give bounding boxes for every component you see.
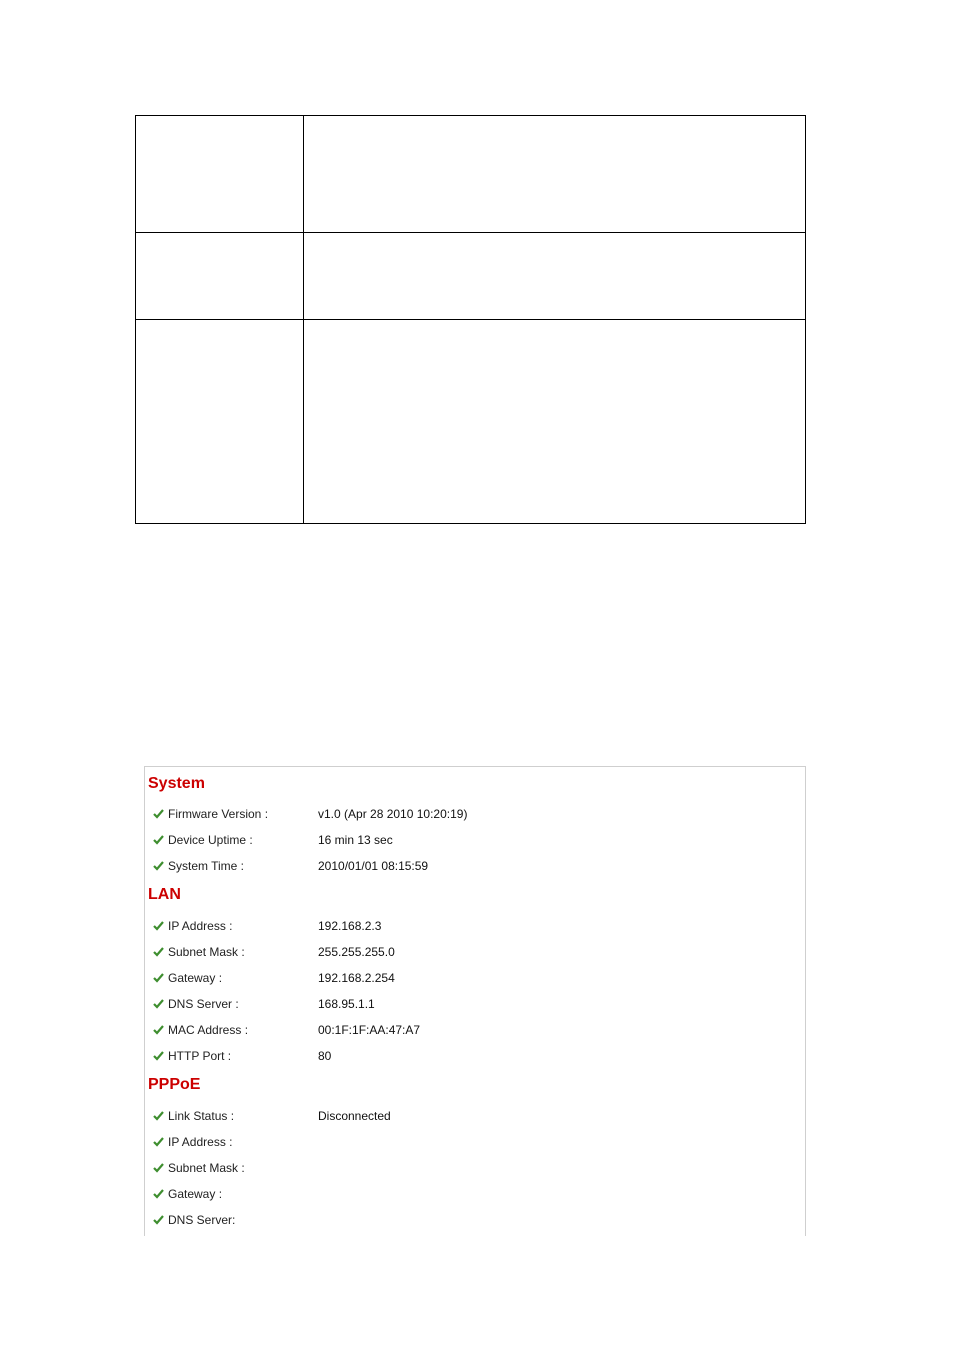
check-icon [153,947,164,957]
check-icon [153,1163,164,1173]
check-icon [153,921,164,931]
table-cell [136,320,304,524]
status-row [145,1047,805,1065]
section-title-pppoe: PPPoE [148,1076,201,1093]
table-cell [304,116,806,233]
row-label: Subnet Mask : [168,945,245,959]
status-row [145,995,805,1013]
table-cell [136,233,304,320]
status-row [145,1159,805,1177]
check-icon [153,999,164,1009]
table-row [136,320,806,524]
row-value: 192.168.2.254 [318,971,395,985]
status-row [145,969,805,987]
check-icon [153,1025,164,1035]
row-value: 00:1F:1F:AA:47:A7 [318,1023,421,1037]
row-label: DNS Server : [168,997,239,1011]
check-icon [153,861,164,871]
check-icon [153,835,164,845]
row-label: IP Address : [168,919,233,933]
row-label: Link Status : [168,1109,235,1123]
row-label: MAC Address : [168,1023,249,1037]
row-value: Disconnected [318,1109,391,1123]
table-cell [304,320,806,524]
row-label: IP Address : [168,1135,233,1149]
row-label: Device Uptime : [168,833,253,847]
row-value: 168.95.1.1 [318,997,375,1011]
status-row [145,917,805,935]
document-table [135,115,806,524]
row-label: System Time : [168,859,245,873]
section-title-system: System [148,775,205,792]
check-icon [153,1137,164,1147]
status-row [145,857,805,875]
status-row [145,1021,805,1039]
status-row [145,1107,805,1125]
row-label: Firmware Version : [168,807,269,821]
status-row [145,831,805,849]
row-value: 255.255.255.0 [318,945,395,959]
row-value: 80 [318,1049,332,1063]
table-cell [304,233,806,320]
row-label: Gateway : [168,1187,223,1201]
check-icon [153,1111,164,1121]
check-icon [153,809,164,819]
row-value: 192.168.2.3 [318,919,382,933]
section-title-lan: LAN [148,886,181,903]
status-row [145,805,805,823]
table-row [136,233,806,320]
row-value: 16 min 13 sec [318,833,393,847]
row-label: Subnet Mask : [168,1161,245,1175]
check-icon [153,973,164,983]
check-icon [153,1051,164,1061]
check-icon [153,1189,164,1199]
check-icon [153,1215,164,1225]
row-label: HTTP Port : [168,1049,232,1063]
table-cell [136,116,304,233]
table-row [136,116,806,233]
status-row [145,1211,805,1229]
row-value: v1.0 (Apr 28 2010 10:20:19) [318,807,468,821]
status-row [145,943,805,961]
row-value: 2010/01/01 08:15:59 [318,859,429,873]
row-label: Gateway : [168,971,223,985]
row-label: DNS Server: [168,1213,236,1227]
status-panel [144,766,806,1236]
status-row [145,1133,805,1151]
status-row [145,1185,805,1203]
